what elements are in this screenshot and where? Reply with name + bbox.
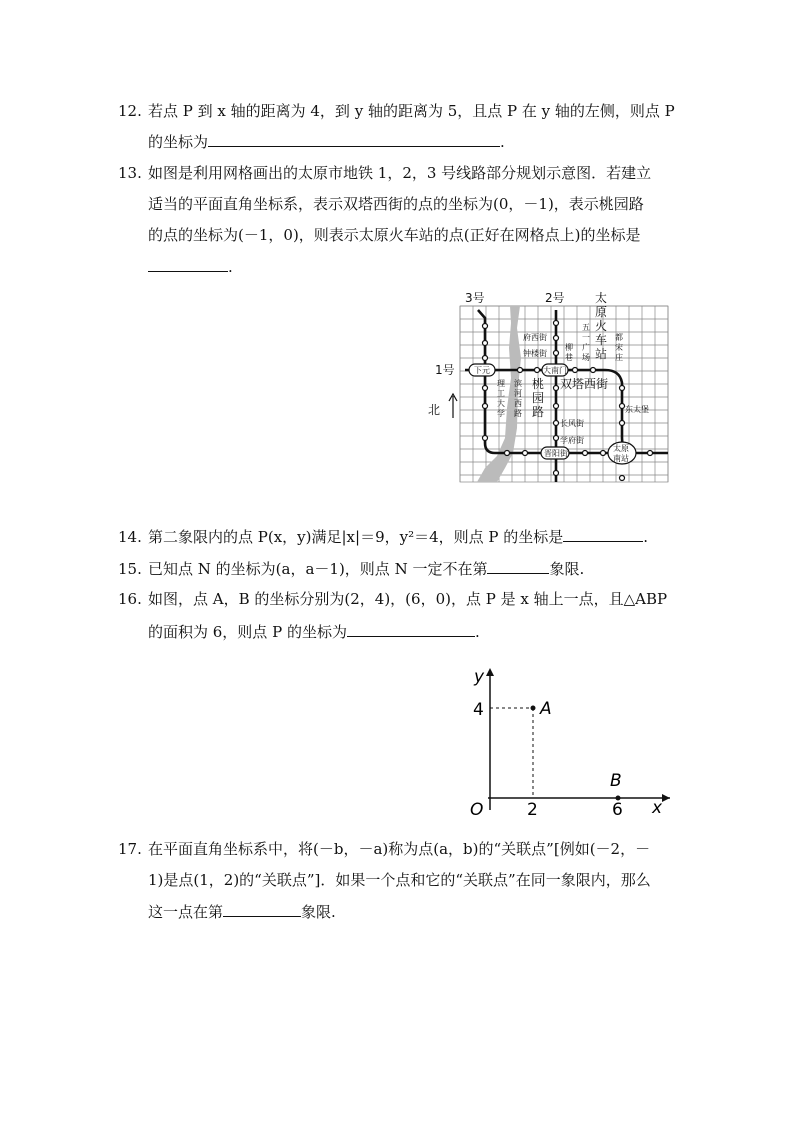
- svg-text:学: 学: [497, 409, 505, 418]
- svg-text:原: 原: [595, 305, 608, 319]
- x-axis-arrow-icon: [662, 794, 670, 802]
- q13-line3: [148, 224, 641, 245]
- q13-text3: 的点的坐标为(－1，0)，则表示太原火车站的点(正好在网格点上)的坐标是: [148, 226, 641, 244]
- label-dongtaibao: 东太堡: [625, 405, 649, 414]
- label-shuangta: 双塔西街: [560, 377, 609, 391]
- label-north: 北: [428, 403, 441, 417]
- coordinate-graph: [460, 660, 680, 820]
- label-line3: 3号: [465, 291, 485, 305]
- label-line1: 1号: [435, 363, 455, 377]
- q16-line2: [148, 620, 480, 642]
- q16-text1: 如图，点 A，B 的坐标分别为(2，4)，(6，0)，点 P 是 x 轴上一点，且△ABP: [148, 590, 668, 608]
- label-taiyuan-station: [595, 290, 607, 361]
- q17-answer-blank[interactable]: [223, 900, 301, 917]
- q16-text2: 的面积为 6，则点 P 的坐标为: [148, 623, 347, 641]
- tick-x-2: 2: [527, 800, 538, 820]
- q17-line3: [148, 900, 336, 922]
- svg-text:宋: 宋: [615, 343, 623, 352]
- q14-answer-blank[interactable]: [563, 525, 643, 542]
- q12-text1: 若点 P 到 x 轴的距离为 4，到 y 轴的距离为 5，且点 P 在 y 轴的左侧，则点 P: [148, 102, 675, 120]
- svg-text:场: 场: [582, 353, 590, 362]
- label-liuxiang: [565, 342, 573, 362]
- q13-number: 13.: [118, 164, 142, 182]
- q12-text2: 的坐标为: [148, 133, 209, 151]
- q17-text1: 在平面直角坐标系中，将(－b，－a)称为点(a，b)的“关联点”[例如(－2，－: [148, 840, 651, 858]
- label-line2: 2号: [545, 291, 565, 305]
- x-axis-label: x: [652, 798, 663, 818]
- q14-text: 第二象限内的点 P(x，y)满足|x|＝9，y²＝4，则点 P 的坐标是: [148, 528, 564, 546]
- q13-line1: [118, 162, 651, 183]
- svg-text:路: 路: [514, 409, 522, 418]
- q14-line: [118, 525, 648, 547]
- q17-text3a: 这一点在第: [148, 903, 224, 921]
- svg-text:工: 工: [497, 389, 505, 398]
- q14-end: .: [643, 528, 649, 546]
- svg-text:广: 广: [582, 343, 590, 352]
- q12-line1: [118, 100, 675, 121]
- svg-text:路: 路: [532, 405, 545, 419]
- svg-text:火: 火: [595, 319, 608, 333]
- q16-end: .: [474, 623, 480, 641]
- point-a-dot: [531, 706, 536, 711]
- q13-text1: 如图是利用网格画出的太原市地铁 1，2，3 号线路部分规划示意图．若建立: [148, 164, 652, 182]
- label-taoyuan: [532, 376, 544, 419]
- q13-text2: 适当的平面直角坐标系，表示双塔西街的点的坐标为(0，－1)，表示桃园路: [148, 195, 644, 213]
- svg-text:车: 车: [595, 333, 608, 347]
- label-dananmen: 大南门: [543, 366, 567, 375]
- y-axis-label: y: [474, 667, 485, 687]
- y-axis-arrow-icon: [486, 668, 494, 676]
- label-zhonglou: 钟楼街: [523, 349, 547, 358]
- label-xiayuan: 下元: [474, 366, 490, 375]
- label-ligong: [497, 379, 505, 418]
- q13-end: .: [228, 258, 233, 276]
- q16-number: 16.: [118, 590, 142, 608]
- north-arrow-icon: [449, 394, 457, 418]
- svg-text:庄: 庄: [615, 353, 623, 362]
- q16-line1: [118, 588, 667, 609]
- label-taiyuan-south-1: 太原: [613, 444, 629, 453]
- q15-answer-blank[interactable]: [487, 557, 549, 574]
- svg-text:都: 都: [615, 333, 623, 342]
- svg-text:西: 西: [514, 399, 522, 408]
- q17-line1: [118, 838, 650, 859]
- svg-text:桃: 桃: [532, 377, 545, 391]
- q15-line: [118, 557, 584, 579]
- q12-number: 12.: [118, 102, 142, 120]
- q13-answer-blank[interactable]: [148, 255, 228, 272]
- q15-number: 15.: [118, 560, 142, 578]
- label-changfengjie: 长风街: [560, 419, 584, 428]
- q13-line2: [148, 193, 644, 214]
- q12-answer-blank[interactable]: [208, 130, 500, 147]
- label-xuefujie: 学府街: [560, 436, 584, 445]
- q17-text3b: 象限.: [301, 903, 336, 921]
- point-b-label: B: [610, 771, 622, 791]
- q16-answer-blank[interactable]: [347, 620, 475, 637]
- svg-text:太: 太: [595, 291, 608, 305]
- svg-text:站: 站: [595, 347, 608, 361]
- label-wuyi: [582, 323, 590, 362]
- label-fuxijie: 府西街: [523, 333, 547, 342]
- q17-text2: 1)是点(1，2)的“关联点”]．如果一个点和它的“关联点”在同一象限内，那么: [148, 871, 651, 889]
- svg-text:大: 大: [497, 399, 505, 408]
- svg-text:滨: 滨: [514, 379, 522, 388]
- tick-x-6: 6: [612, 800, 623, 820]
- q12-line2: [148, 130, 505, 152]
- q12-end: .: [500, 133, 505, 151]
- svg-text:五: 五: [582, 323, 590, 332]
- svg-text:理: 理: [497, 379, 505, 388]
- svg-text:一: 一: [582, 333, 590, 342]
- label-taiyuan-south-2: 南站: [613, 454, 629, 463]
- q17-number: 17.: [118, 840, 142, 858]
- origin-label: O: [470, 800, 484, 820]
- point-a-label: A: [540, 699, 552, 719]
- tick-y-4: 4: [473, 700, 484, 720]
- q13-line4: [148, 255, 233, 276]
- label-dufu: [615, 332, 623, 362]
- svg-text:园: 园: [532, 391, 545, 405]
- q14-number: 14.: [118, 528, 142, 546]
- q15-text-a: 已知点 N 的坐标为(a，a－1)，则点 N 一定不在第: [148, 560, 488, 578]
- metro-map-figure: [425, 288, 675, 488]
- q15-text-b: 象限.: [549, 560, 585, 578]
- svg-text:柳: 柳: [565, 343, 573, 352]
- svg-text:河: 河: [514, 389, 522, 398]
- q17-line2: [148, 869, 651, 890]
- label-jinyangjie: 晋阳街: [544, 449, 568, 458]
- svg-text:巷: 巷: [565, 353, 573, 362]
